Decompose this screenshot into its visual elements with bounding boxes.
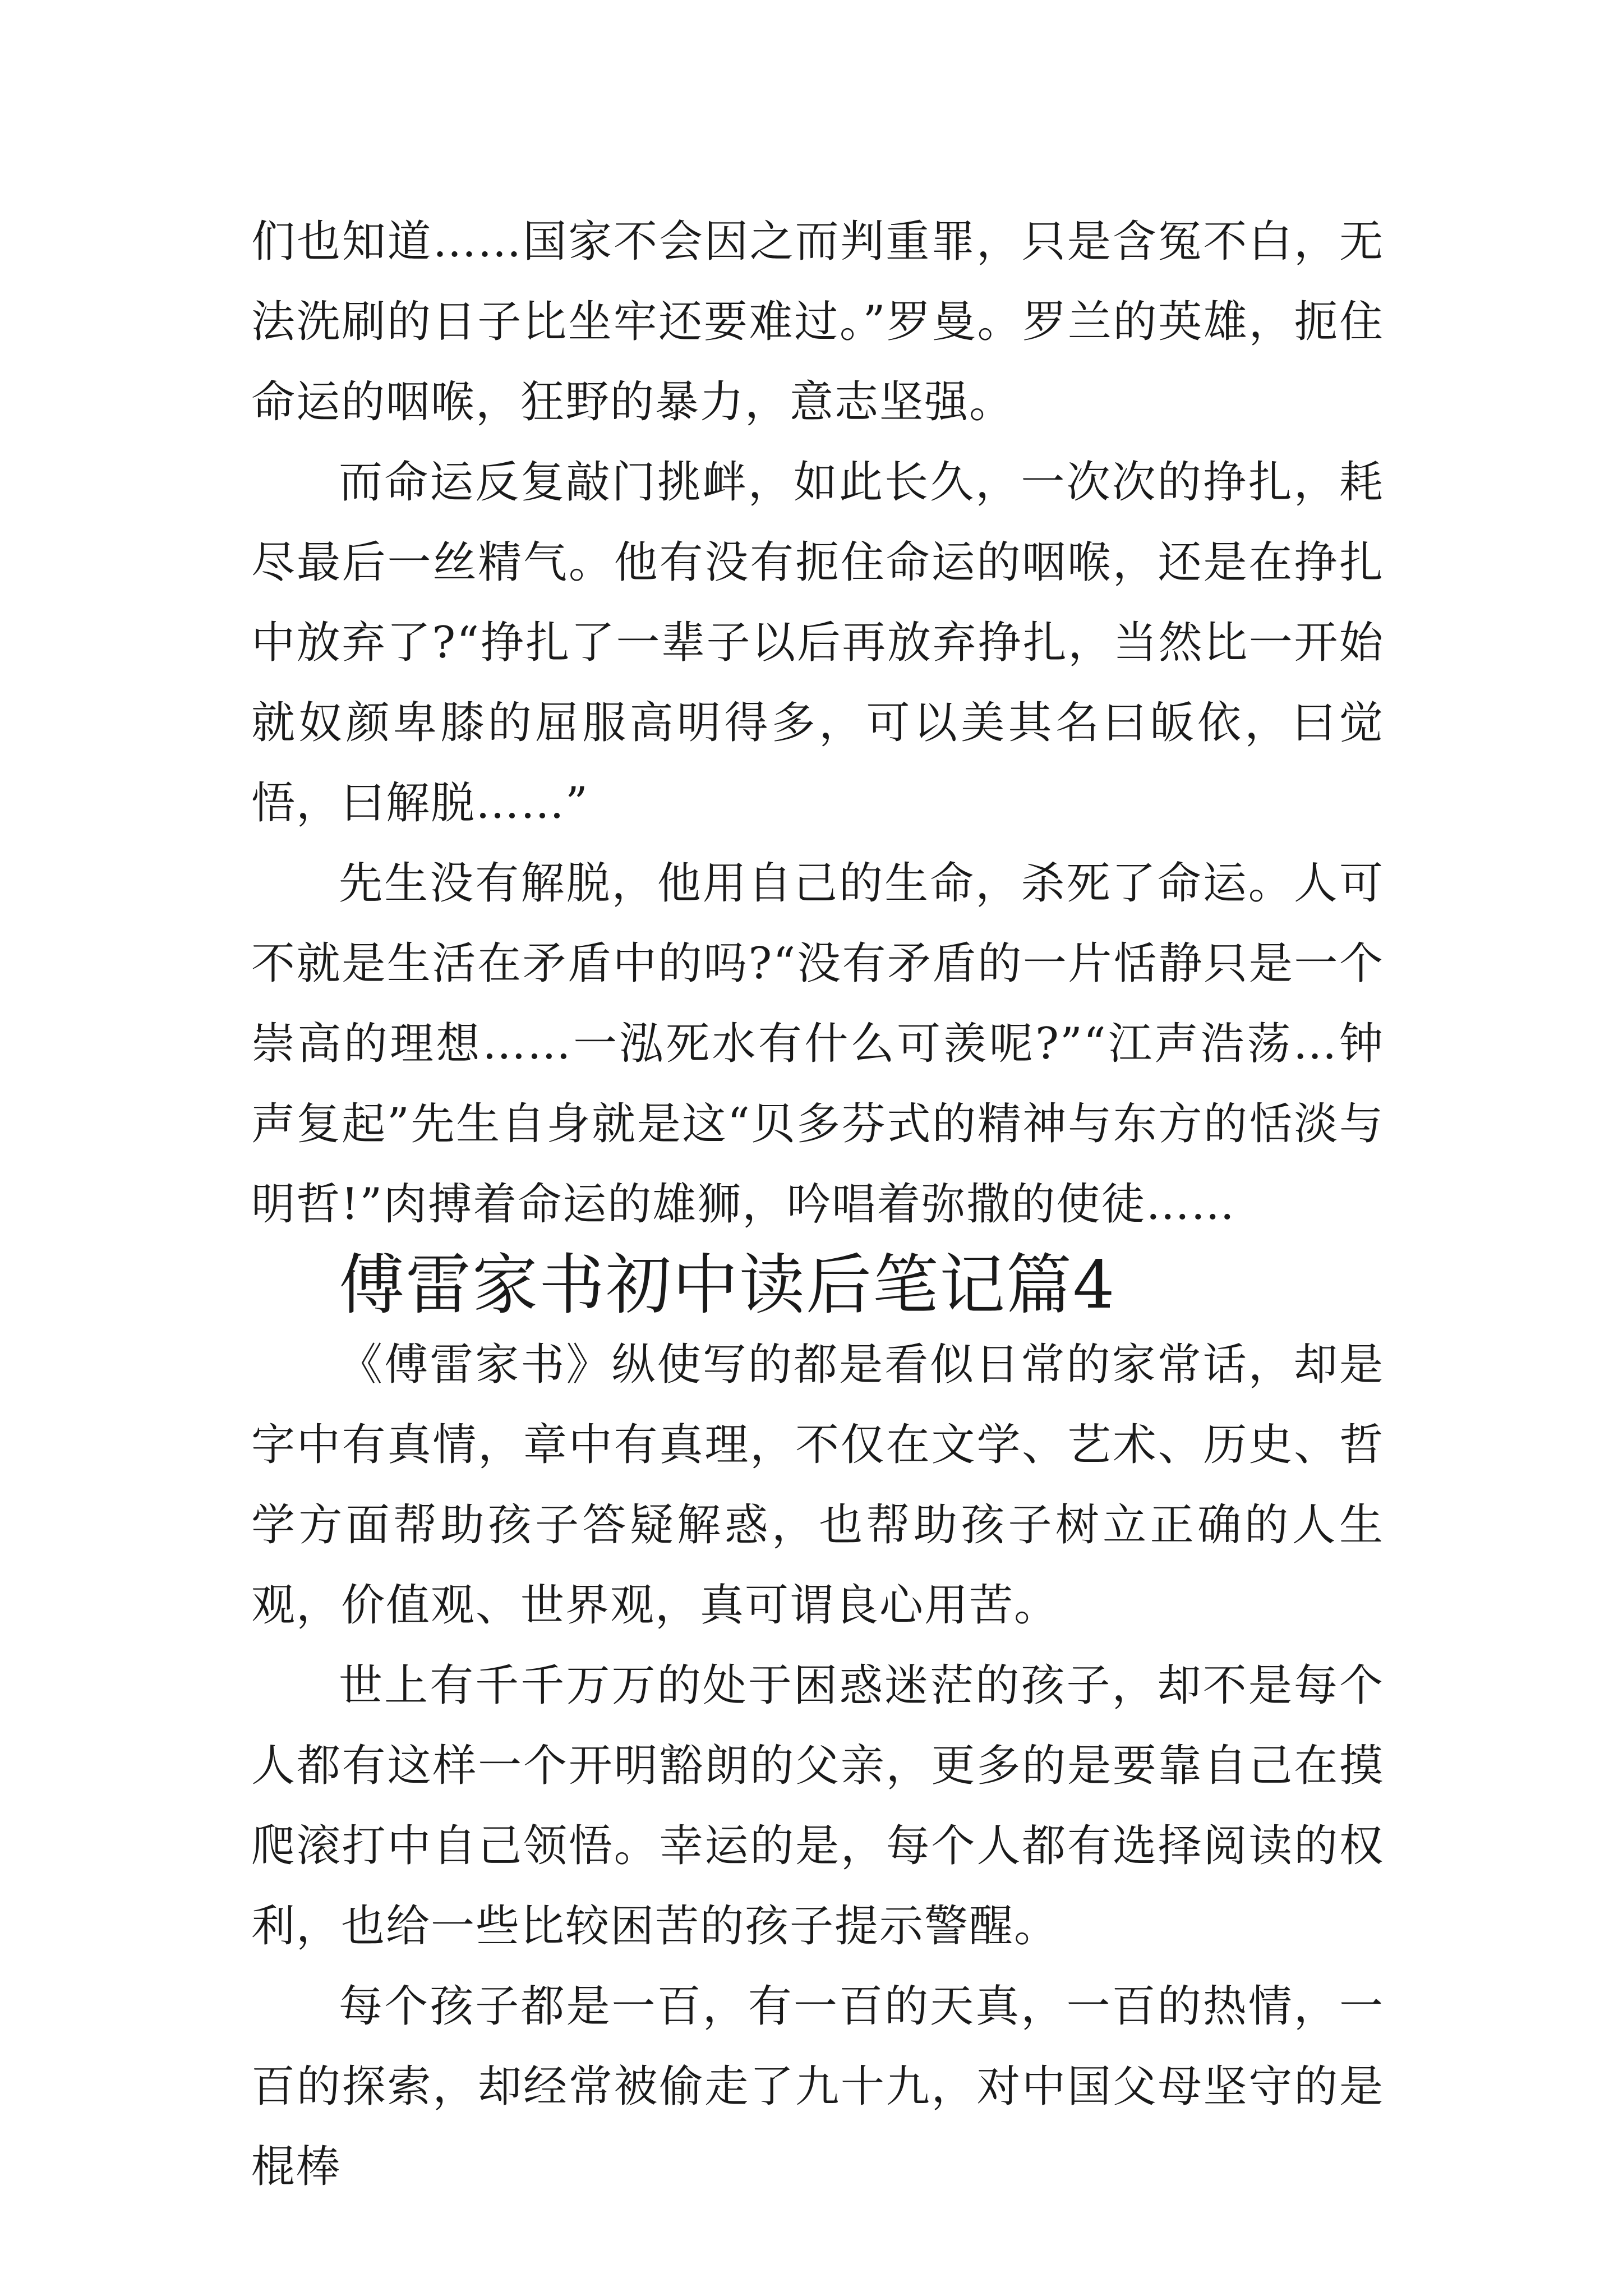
document-body [251,202,1384,2207]
paragraph-2: 而命运反复敲门挑衅，如此长久，一次次的挣扎，耗尽最后一丝精气。他有没有扼住命运的咽喉，还是在挣扎中放弃了?“挣扎了一辈子以后再放弃挣扎，当然比一开始就奴颜卑膝的屈服高明得多，可以美其名曰皈依，曰觉悟，曰解脱……” [251,457,1384,829]
paragraph-1: 们也知道……国家不会因之而判重罪，只是含冤不白，无法洗刷的日子比坐牢还要难过。”罗曼。罗兰的英雄，扼住命运的咽喉，狂野的暴力，意志坚强。 [251,217,1384,427]
paragraph-5: 世上有千千万万的处于困惑迷茫的孩子，却不是每个人都有这样一个开明豁朗的父亲，更多的是要靠自己在摸爬滚打中自己领悟。幸运的是，每个人都有选择阅读的权利，也给一些比较困苦的孩子提示警醒。 [251,1660,1384,1952]
paragraph-3: 先生没有解脱，他用自己的生命，杀死了命运。人可不就是生活在矛盾中的吗?“没有矛盾的一片恬静只是一个崇高的理想……一泓死水有什么可羡呢?”“江声浩荡…钟声复起”先生自身就是这“贝多芬式的精神与东方的恬淡与明哲!”肉搏着命运的雄狮，吟唱着弥撒的使徒…… [251,858,1384,1230]
paragraph-4: 《傅雷家书》纵使写的都是看似日常的家常话，却是字中有真情，章中有真理，不仅在文学、艺术、历史、哲学方面帮助孩子答疑解惑，也帮助孩子树立正确的人生观，价值观、世界观，真可谓良心用苦。 [251,1340,1384,1631]
section-heading: 傅雷家书初中读后笔记篇4 [339,1246,1116,1323]
paragraph-6: 每个孩子都是一百，有一百的天真，一百的热情，一百的探索，却经常被偷走了九十九，对中国父母坚守的是棍棒 [251,1981,1384,2192]
